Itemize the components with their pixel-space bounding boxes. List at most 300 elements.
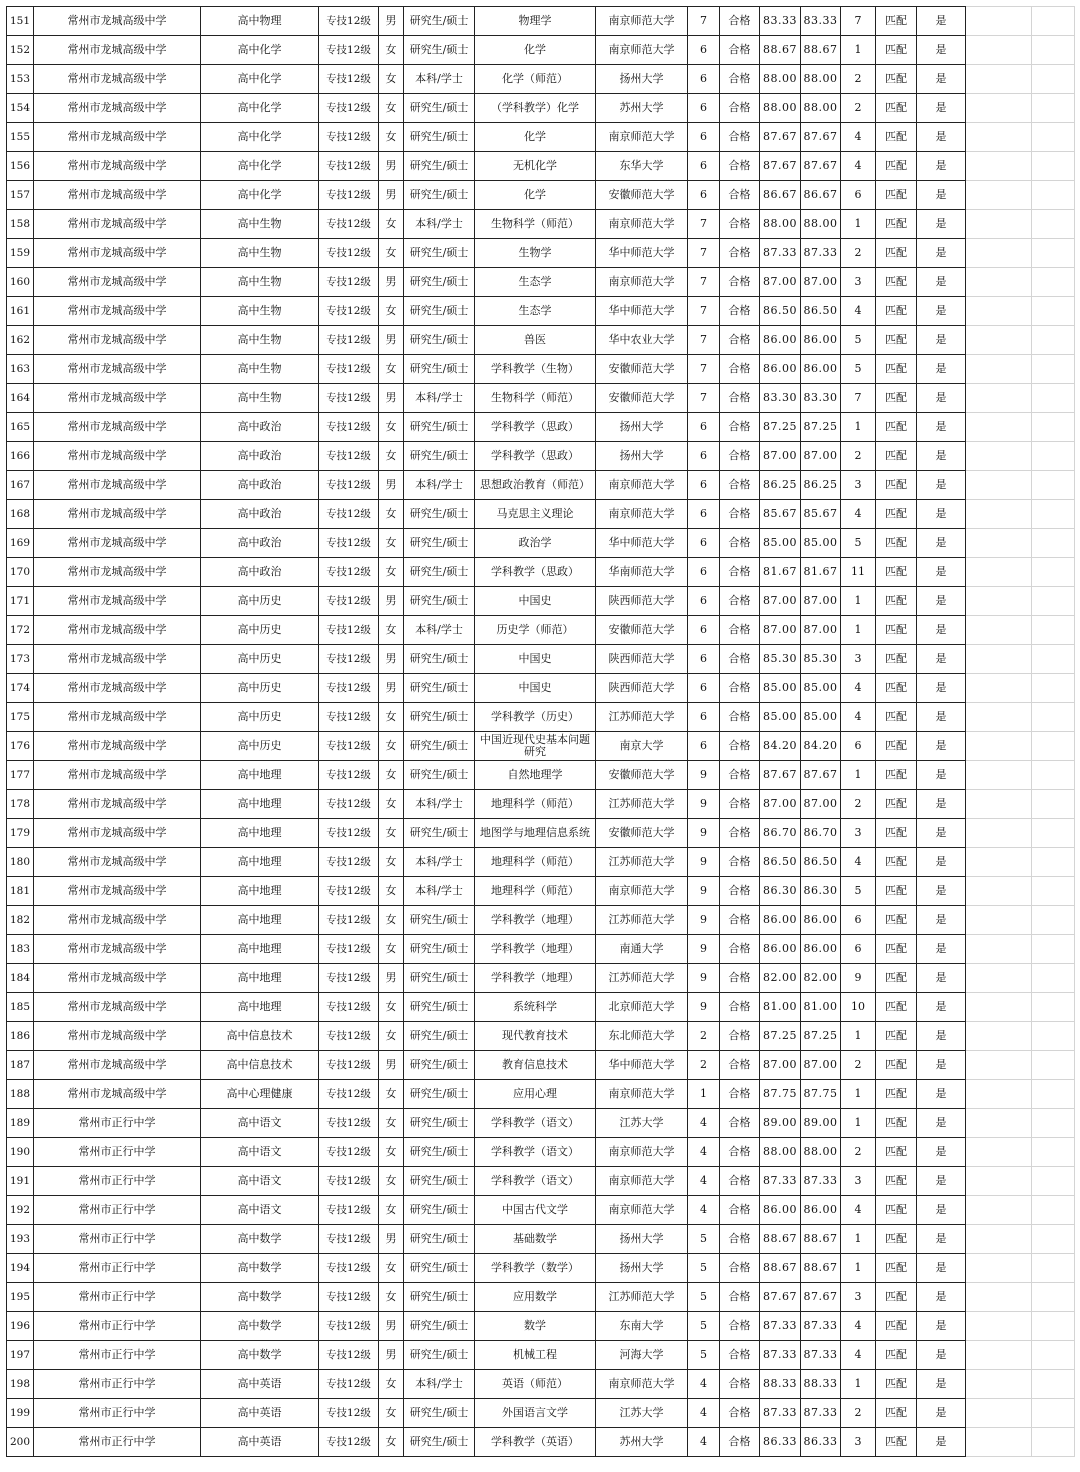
gender-cell: 男 xyxy=(379,587,404,616)
school-cell: 常州市龙城高级中学 xyxy=(34,558,201,587)
qualification-cell: 合格 xyxy=(720,442,760,471)
empty-cell xyxy=(1032,181,1075,210)
rank-cell: 2 xyxy=(841,1138,876,1167)
major-cell: 物理学 xyxy=(475,7,596,36)
quota-cell: 7 xyxy=(688,297,720,326)
degree-cell: 研究生/硕士 xyxy=(404,36,475,65)
table-row xyxy=(7,355,1075,384)
degree-cell: 研究生/硕士 xyxy=(404,1109,475,1138)
score-cell: 85.00 xyxy=(760,703,801,732)
gender-cell: 女 xyxy=(379,1254,404,1283)
major-cell: 应用心理 xyxy=(475,1080,596,1109)
gender-cell: 女 xyxy=(379,529,404,558)
rank-cell: 1 xyxy=(841,587,876,616)
empty-cell xyxy=(1032,1370,1075,1399)
major-cell: 学科教学（地理） xyxy=(475,935,596,964)
gender-cell: 女 xyxy=(379,1080,404,1109)
major-cell: 机械工程 xyxy=(475,1341,596,1370)
table-row xyxy=(7,1051,1075,1080)
match-cell: 匹配 xyxy=(876,529,917,558)
position-cell: 高中化学 xyxy=(201,94,319,123)
quota-cell: 6 xyxy=(688,587,720,616)
position-cell: 高中语文 xyxy=(201,1167,319,1196)
gender-cell: 女 xyxy=(379,790,404,819)
empty-cell xyxy=(1032,703,1075,732)
gender-cell: 女 xyxy=(379,1109,404,1138)
empty-cell xyxy=(966,1196,1032,1225)
degree-cell: 研究生/硕士 xyxy=(404,1428,475,1457)
serial-cell: 183 xyxy=(7,935,34,964)
quota-cell: 7 xyxy=(688,239,720,268)
hire-cell: 是 xyxy=(917,761,966,790)
match-cell: 匹配 xyxy=(876,1167,917,1196)
qualification-cell: 合格 xyxy=(720,123,760,152)
quota-cell: 4 xyxy=(688,1138,720,1167)
total-score-cell: 86.33 xyxy=(801,1428,841,1457)
empty-cell xyxy=(966,297,1032,326)
major-cell: 学科教学（英语） xyxy=(475,1428,596,1457)
match-cell: 匹配 xyxy=(876,152,917,181)
quota-cell: 7 xyxy=(688,326,720,355)
degree-cell: 研究生/硕士 xyxy=(404,1225,475,1254)
empty-cell xyxy=(1032,268,1075,297)
position-cell: 高中政治 xyxy=(201,529,319,558)
empty-cell xyxy=(1032,1399,1075,1428)
empty-cell xyxy=(1032,819,1075,848)
empty-cell xyxy=(1032,94,1075,123)
quota-cell: 6 xyxy=(688,732,720,761)
hire-cell: 是 xyxy=(917,529,966,558)
serial-cell: 179 xyxy=(7,819,34,848)
empty-cell xyxy=(1032,1051,1075,1080)
score-cell: 87.00 xyxy=(760,268,801,297)
qualification-cell: 合格 xyxy=(720,1022,760,1051)
degree-cell: 研究生/硕士 xyxy=(404,1283,475,1312)
match-cell: 匹配 xyxy=(876,297,917,326)
empty-cell xyxy=(1032,239,1075,268)
table-row xyxy=(7,442,1075,471)
qualification-cell: 合格 xyxy=(720,732,760,761)
empty-cell xyxy=(966,500,1032,529)
school-cell: 常州市龙城高级中学 xyxy=(34,1022,201,1051)
table-row xyxy=(7,1022,1075,1051)
university-cell: 南京师范大学 xyxy=(596,123,688,152)
position-cell: 高中生物 xyxy=(201,326,319,355)
total-score-cell: 87.33 xyxy=(801,1167,841,1196)
university-cell: 安徽师范大学 xyxy=(596,181,688,210)
empty-cell xyxy=(966,1138,1032,1167)
serial-cell: 157 xyxy=(7,181,34,210)
table-row xyxy=(7,877,1075,906)
match-cell: 匹配 xyxy=(876,616,917,645)
serial-cell: 158 xyxy=(7,210,34,239)
empty-cell xyxy=(966,1080,1032,1109)
match-cell: 匹配 xyxy=(876,1428,917,1457)
university-cell: 南京师范大学 xyxy=(596,1196,688,1225)
score-cell: 81.00 xyxy=(760,993,801,1022)
total-score-cell: 87.00 xyxy=(801,616,841,645)
school-cell: 常州市龙城高级中学 xyxy=(34,181,201,210)
rank-cell: 4 xyxy=(841,123,876,152)
quota-cell: 6 xyxy=(688,529,720,558)
major-cell: 学科教学（历史） xyxy=(475,703,596,732)
degree-cell: 本科/学士 xyxy=(404,848,475,877)
table-row xyxy=(7,674,1075,703)
serial-cell: 194 xyxy=(7,1254,34,1283)
quota-cell: 9 xyxy=(688,819,720,848)
match-cell: 匹配 xyxy=(876,1080,917,1109)
university-cell: 东华大学 xyxy=(596,152,688,181)
hire-cell: 是 xyxy=(917,1022,966,1051)
match-cell: 匹配 xyxy=(876,1022,917,1051)
major-cell: 现代教育技术 xyxy=(475,1022,596,1051)
school-cell: 常州市龙城高级中学 xyxy=(34,355,201,384)
rank-cell: 6 xyxy=(841,906,876,935)
table-row xyxy=(7,587,1075,616)
rank-cell: 3 xyxy=(841,268,876,297)
qualification-cell: 合格 xyxy=(720,761,760,790)
qualification-cell: 合格 xyxy=(720,413,760,442)
quota-cell: 6 xyxy=(688,616,720,645)
empty-cell xyxy=(966,94,1032,123)
match-cell: 匹配 xyxy=(876,181,917,210)
empty-cell xyxy=(1032,558,1075,587)
empty-cell xyxy=(966,761,1032,790)
empty-cell xyxy=(1032,1109,1075,1138)
major-cell: 外国语言文学 xyxy=(475,1399,596,1428)
serial-cell: 197 xyxy=(7,1341,34,1370)
rank-cell: 4 xyxy=(841,297,876,326)
major-cell: 生物学 xyxy=(475,239,596,268)
qualification-cell: 合格 xyxy=(720,674,760,703)
university-cell: 南京师范大学 xyxy=(596,268,688,297)
match-cell: 匹配 xyxy=(876,7,917,36)
serial-cell: 193 xyxy=(7,1225,34,1254)
quota-cell: 4 xyxy=(688,1167,720,1196)
qualification-cell: 合格 xyxy=(720,268,760,297)
position-cell: 高中信息技术 xyxy=(201,1051,319,1080)
degree-cell: 研究生/硕士 xyxy=(404,761,475,790)
table-row xyxy=(7,1225,1075,1254)
score-cell: 87.33 xyxy=(760,1399,801,1428)
total-score-cell: 86.70 xyxy=(801,819,841,848)
school-cell: 常州市龙城高级中学 xyxy=(34,471,201,500)
quota-cell: 4 xyxy=(688,1109,720,1138)
grade-cell: 专技12级 xyxy=(319,819,379,848)
empty-cell xyxy=(966,1283,1032,1312)
match-cell: 匹配 xyxy=(876,703,917,732)
grade-cell: 专技12级 xyxy=(319,297,379,326)
qualification-cell: 合格 xyxy=(720,616,760,645)
grade-cell: 专技12级 xyxy=(319,1370,379,1399)
table-row xyxy=(7,1167,1075,1196)
empty-cell xyxy=(1032,645,1075,674)
empty-cell xyxy=(1032,471,1075,500)
empty-cell xyxy=(966,616,1032,645)
quota-cell: 4 xyxy=(688,1428,720,1457)
grade-cell: 专技12级 xyxy=(319,500,379,529)
degree-cell: 研究生/硕士 xyxy=(404,7,475,36)
university-cell: 华中师范大学 xyxy=(596,1051,688,1080)
degree-cell: 研究生/硕士 xyxy=(404,1138,475,1167)
table-row xyxy=(7,1080,1075,1109)
match-cell: 匹配 xyxy=(876,1109,917,1138)
total-score-cell: 88.00 xyxy=(801,210,841,239)
score-cell: 85.30 xyxy=(760,645,801,674)
grade-cell: 专技12级 xyxy=(319,1051,379,1080)
qualification-cell: 合格 xyxy=(720,1341,760,1370)
major-cell: 生物科学（师范） xyxy=(475,384,596,413)
match-cell: 匹配 xyxy=(876,413,917,442)
gender-cell: 女 xyxy=(379,1283,404,1312)
major-cell: 学科教学（生物） xyxy=(475,355,596,384)
gender-cell: 女 xyxy=(379,1196,404,1225)
hire-cell: 是 xyxy=(917,239,966,268)
gender-cell: 男 xyxy=(379,7,404,36)
degree-cell: 研究生/硕士 xyxy=(404,1167,475,1196)
grade-cell: 专技12级 xyxy=(319,529,379,558)
major-cell: 学科教学（思政） xyxy=(475,413,596,442)
table-row xyxy=(7,152,1075,181)
school-cell: 常州市龙城高级中学 xyxy=(34,210,201,239)
rank-cell: 2 xyxy=(841,1399,876,1428)
degree-cell: 研究生/硕士 xyxy=(404,123,475,152)
qualification-cell: 合格 xyxy=(720,1370,760,1399)
table-row xyxy=(7,616,1075,645)
school-cell: 常州市龙城高级中学 xyxy=(34,384,201,413)
table-row xyxy=(7,1138,1075,1167)
table-row xyxy=(7,1254,1075,1283)
table-row xyxy=(7,210,1075,239)
position-cell: 高中地理 xyxy=(201,877,319,906)
gender-cell: 男 xyxy=(379,1312,404,1341)
match-cell: 匹配 xyxy=(876,1283,917,1312)
quota-cell: 5 xyxy=(688,1312,720,1341)
hire-cell: 是 xyxy=(917,355,966,384)
major-cell: 学科教学（地理） xyxy=(475,964,596,993)
match-cell: 匹配 xyxy=(876,1341,917,1370)
university-cell: 安徽师范大学 xyxy=(596,384,688,413)
serial-cell: 189 xyxy=(7,1109,34,1138)
position-cell: 高中地理 xyxy=(201,993,319,1022)
major-cell: 思想政治教育（师范） xyxy=(475,471,596,500)
university-cell: 南京师范大学 xyxy=(596,1080,688,1109)
hire-cell: 是 xyxy=(917,1051,966,1080)
position-cell: 高中语文 xyxy=(201,1138,319,1167)
score-cell: 89.00 xyxy=(760,1109,801,1138)
degree-cell: 本科/学士 xyxy=(404,65,475,94)
hire-cell: 是 xyxy=(917,819,966,848)
grade-cell: 专技12级 xyxy=(319,616,379,645)
grade-cell: 专技12级 xyxy=(319,36,379,65)
major-cell: 化学 xyxy=(475,36,596,65)
qualification-cell: 合格 xyxy=(720,152,760,181)
gender-cell: 女 xyxy=(379,297,404,326)
grade-cell: 专技12级 xyxy=(319,906,379,935)
degree-cell: 研究生/硕士 xyxy=(404,993,475,1022)
score-cell: 88.67 xyxy=(760,1254,801,1283)
serial-cell: 181 xyxy=(7,877,34,906)
serial-cell: 162 xyxy=(7,326,34,355)
score-cell: 85.00 xyxy=(760,674,801,703)
serial-cell: 180 xyxy=(7,848,34,877)
total-score-cell: 87.33 xyxy=(801,1341,841,1370)
quota-cell: 6 xyxy=(688,558,720,587)
match-cell: 匹配 xyxy=(876,819,917,848)
grade-cell: 专技12级 xyxy=(319,1399,379,1428)
score-cell: 86.00 xyxy=(760,1196,801,1225)
serial-cell: 160 xyxy=(7,268,34,297)
quota-cell: 4 xyxy=(688,1370,720,1399)
score-cell: 86.00 xyxy=(760,935,801,964)
gender-cell: 女 xyxy=(379,210,404,239)
gender-cell: 女 xyxy=(379,761,404,790)
qualification-cell: 合格 xyxy=(720,297,760,326)
total-score-cell: 85.00 xyxy=(801,674,841,703)
hire-cell: 是 xyxy=(917,1254,966,1283)
serial-cell: 172 xyxy=(7,616,34,645)
table-row xyxy=(7,268,1075,297)
serial-cell: 176 xyxy=(7,732,34,761)
qualification-cell: 合格 xyxy=(720,877,760,906)
qualification-cell: 合格 xyxy=(720,1109,760,1138)
empty-cell xyxy=(966,1022,1032,1051)
score-cell: 86.33 xyxy=(760,1428,801,1457)
empty-cell xyxy=(1032,1167,1075,1196)
school-cell: 常州市正行中学 xyxy=(34,1341,201,1370)
degree-cell: 研究生/硕士 xyxy=(404,152,475,181)
qualification-cell: 合格 xyxy=(720,1080,760,1109)
gender-cell: 女 xyxy=(379,906,404,935)
hire-cell: 是 xyxy=(917,848,966,877)
empty-cell xyxy=(966,442,1032,471)
score-cell: 88.33 xyxy=(760,1370,801,1399)
university-cell: 南京师范大学 xyxy=(596,471,688,500)
serial-cell: 188 xyxy=(7,1080,34,1109)
total-score-cell: 88.67 xyxy=(801,1225,841,1254)
qualification-cell: 合格 xyxy=(720,1167,760,1196)
rank-cell: 1 xyxy=(841,1022,876,1051)
quota-cell: 7 xyxy=(688,355,720,384)
university-cell: 江苏师范大学 xyxy=(596,790,688,819)
match-cell: 匹配 xyxy=(876,1196,917,1225)
total-score-cell: 88.00 xyxy=(801,94,841,123)
school-cell: 常州市正行中学 xyxy=(34,1428,201,1457)
score-cell: 86.00 xyxy=(760,326,801,355)
degree-cell: 研究生/硕士 xyxy=(404,674,475,703)
position-cell: 高中英语 xyxy=(201,1370,319,1399)
serial-cell: 182 xyxy=(7,906,34,935)
empty-cell xyxy=(1032,790,1075,819)
hire-cell: 是 xyxy=(917,471,966,500)
university-cell: 扬州大学 xyxy=(596,1225,688,1254)
major-cell: 兽医 xyxy=(475,326,596,355)
grade-cell: 专技12级 xyxy=(319,181,379,210)
degree-cell: 研究生/硕士 xyxy=(404,1399,475,1428)
empty-cell xyxy=(966,471,1032,500)
major-cell: 中国古代文学 xyxy=(475,1196,596,1225)
grade-cell: 专技12级 xyxy=(319,1022,379,1051)
school-cell: 常州市龙城高级中学 xyxy=(34,848,201,877)
school-cell: 常州市龙城高级中学 xyxy=(34,616,201,645)
empty-cell xyxy=(966,732,1032,761)
grade-cell: 专技12级 xyxy=(319,94,379,123)
gender-cell: 女 xyxy=(379,355,404,384)
grade-cell: 专技12级 xyxy=(319,645,379,674)
total-score-cell: 84.20 xyxy=(801,732,841,761)
major-cell: 地理科学（师范） xyxy=(475,790,596,819)
empty-cell xyxy=(1032,1283,1075,1312)
school-cell: 常州市龙城高级中学 xyxy=(34,268,201,297)
empty-cell xyxy=(966,1225,1032,1254)
grade-cell: 专技12级 xyxy=(319,7,379,36)
serial-cell: 152 xyxy=(7,36,34,65)
empty-cell xyxy=(1032,529,1075,558)
hire-cell: 是 xyxy=(917,210,966,239)
grade-cell: 专技12级 xyxy=(319,413,379,442)
position-cell: 高中地理 xyxy=(201,819,319,848)
serial-cell: 169 xyxy=(7,529,34,558)
gender-cell: 女 xyxy=(379,993,404,1022)
grade-cell: 专技12级 xyxy=(319,123,379,152)
university-cell: 江苏师范大学 xyxy=(596,906,688,935)
rank-cell: 5 xyxy=(841,529,876,558)
empty-cell xyxy=(966,239,1032,268)
quota-cell: 9 xyxy=(688,964,720,993)
serial-cell: 159 xyxy=(7,239,34,268)
rank-cell: 1 xyxy=(841,761,876,790)
grade-cell: 专技12级 xyxy=(319,935,379,964)
school-cell: 常州市龙城高级中学 xyxy=(34,732,201,761)
empty-cell xyxy=(966,36,1032,65)
quota-cell: 5 xyxy=(688,1225,720,1254)
degree-cell: 研究生/硕士 xyxy=(404,181,475,210)
gender-cell: 男 xyxy=(379,645,404,674)
qualification-cell: 合格 xyxy=(720,1399,760,1428)
gender-cell: 男 xyxy=(379,384,404,413)
total-score-cell: 87.00 xyxy=(801,268,841,297)
position-cell: 高中化学 xyxy=(201,123,319,152)
rank-cell: 1 xyxy=(841,36,876,65)
degree-cell: 研究生/硕士 xyxy=(404,1080,475,1109)
table-row xyxy=(7,703,1075,732)
school-cell: 常州市正行中学 xyxy=(34,1399,201,1428)
empty-cell xyxy=(1032,906,1075,935)
serial-cell: 196 xyxy=(7,1312,34,1341)
university-cell: 安徽师范大学 xyxy=(596,819,688,848)
school-cell: 常州市龙城高级中学 xyxy=(34,906,201,935)
total-score-cell: 88.00 xyxy=(801,1138,841,1167)
gender-cell: 女 xyxy=(379,819,404,848)
degree-cell: 研究生/硕士 xyxy=(404,935,475,964)
major-cell: （学科教学）化学 xyxy=(475,94,596,123)
rank-cell: 3 xyxy=(841,1167,876,1196)
rank-cell: 1 xyxy=(841,1225,876,1254)
grade-cell: 专技12级 xyxy=(319,1283,379,1312)
university-cell: 安徽师范大学 xyxy=(596,761,688,790)
score-cell: 86.67 xyxy=(760,181,801,210)
rank-cell: 4 xyxy=(841,500,876,529)
grade-cell: 专技12级 xyxy=(319,268,379,297)
university-cell: 扬州大学 xyxy=(596,413,688,442)
major-cell: 学科教学（语文） xyxy=(475,1109,596,1138)
serial-cell: 178 xyxy=(7,790,34,819)
hire-cell: 是 xyxy=(917,500,966,529)
rank-cell: 1 xyxy=(841,413,876,442)
degree-cell: 研究生/硕士 xyxy=(404,906,475,935)
quota-cell: 9 xyxy=(688,848,720,877)
major-cell: 学科教学（语文） xyxy=(475,1138,596,1167)
